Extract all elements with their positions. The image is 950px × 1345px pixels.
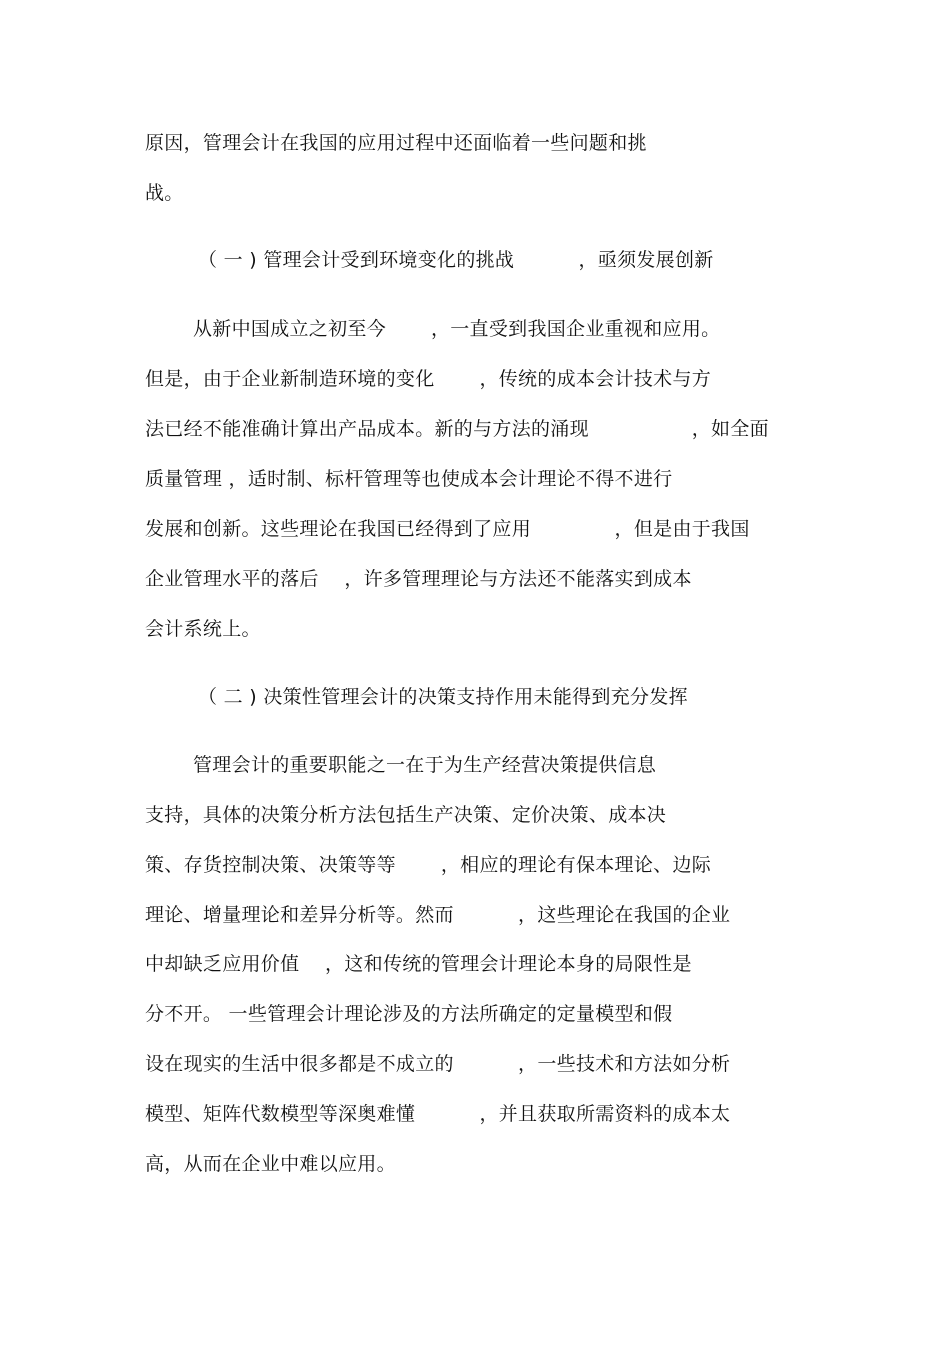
paragraph-line: 战。 xyxy=(145,182,184,204)
paragraph-line: 中却缺乏应用价值 ，这和传统的管理会计理论本身的局限性是 xyxy=(145,953,692,975)
paragraph-line: 法已经不能准确计算出产品成本。新的与方法的涌现 ，如全面 xyxy=(145,418,769,440)
paragraph-line: 模型、矩阵代数模型等深奥难懂 ，并且获取所需资料的成本太 xyxy=(145,1103,731,1125)
paragraph-line: 但是，由于企业新制造环境的变化 ，传统的成本会计技术与方 xyxy=(145,368,712,390)
paragraph-line: 质量管理 ，适时制、标杆管理等也使成本会计理论不得不进行 xyxy=(145,468,673,490)
paragraph-line: 高，从而在企业中难以应用。 xyxy=(145,1153,396,1175)
paragraph-line: 从新中国成立之初至今 ，一直受到我国企业重视和应用。 xyxy=(193,318,721,340)
paragraph-line: 分不开。 一些管理会计理论涉及的方法所确定的定量模型和假 xyxy=(145,1003,673,1025)
paragraph-line: 策、存货控制决策、决策等等 ，相应的理论有保本理论、边际 xyxy=(145,854,712,876)
section-heading-1: （ 一 ) 管理会计受到环境变化的挑战 ，亟须发展创新 xyxy=(198,249,714,271)
paragraph-line: 支持，具体的决策分析方法包括生产决策、定价决策、成本决 xyxy=(145,804,667,826)
paragraph-line: 发展和创新。这些理论在我国已经得到了应用 ，但是由于我国 xyxy=(145,518,750,540)
paragraph-line: 企业管理水平的落后 ，许多管理理论与方法还不能落实到成本 xyxy=(145,568,692,590)
paragraph-line: 设在现实的生活中很多都是不成立的 ，一些技术和方法如分析 xyxy=(145,1053,731,1075)
paragraph-line: 原因，管理会计在我国的应用过程中还面临着一些问题和挑 xyxy=(145,132,647,154)
paragraph-line: 管理会计的重要职能之一在于为生产经营决策提供信息 xyxy=(193,754,657,776)
paragraph-line: 会计系统上。 xyxy=(145,618,261,640)
paragraph-line: 理论、增量理论和差异分析等。然而 ，这些理论在我国的企业 xyxy=(145,904,731,926)
section-heading-2: （ 二 ) 决策性管理会计的决策支持作用未能得到充分发挥 xyxy=(198,686,688,708)
